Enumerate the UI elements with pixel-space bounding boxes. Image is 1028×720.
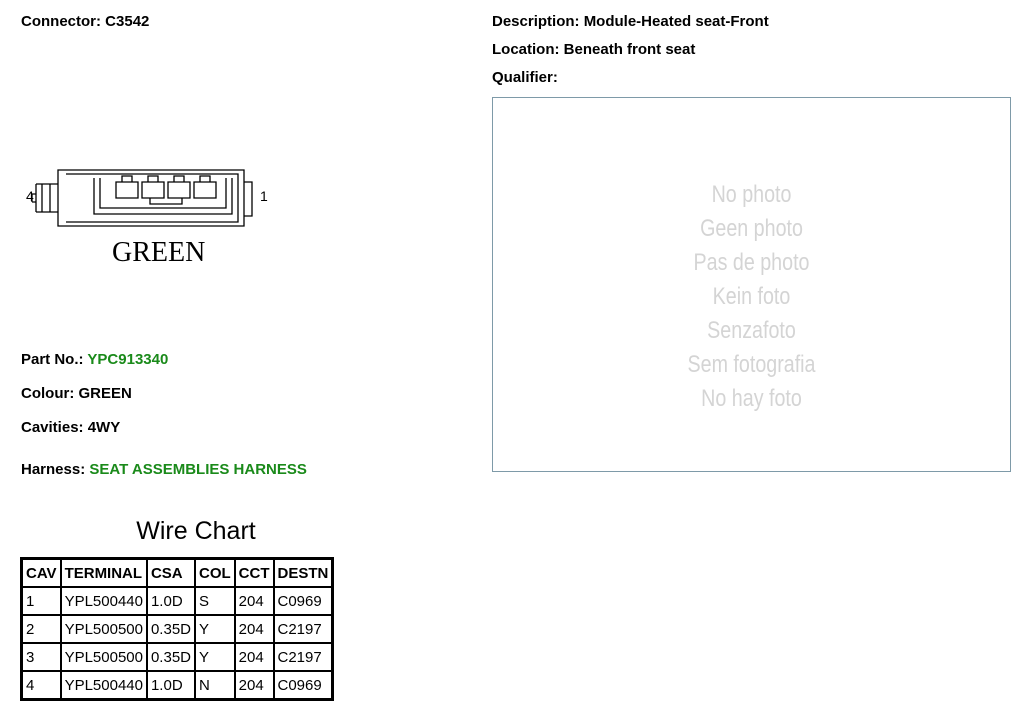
table-row [22, 643, 332, 671]
cell-terminal: YPL500440 [61, 587, 147, 615]
diagram-colour-text: GREEN [112, 237, 206, 268]
cell-cav: 4 [22, 671, 61, 699]
table-header-row [22, 559, 332, 587]
no-photo-line: No photo [711, 181, 792, 208]
no-photo-line: Sem fotografia [687, 351, 816, 378]
connector-label: Connector: [21, 13, 101, 30]
connector-value: C3542 [105, 13, 150, 30]
photo-placeholder [492, 97, 1011, 472]
col-cav: CAV [22, 559, 61, 587]
location-field [492, 41, 695, 58]
cavities-value: 4WY [87, 419, 121, 436]
colour-value: GREEN [78, 385, 132, 402]
description-value: Module-Heated seat-Front [583, 13, 769, 30]
part-no-link[interactable]: YPC913340 [87, 351, 169, 368]
part-no-label: Part No.: [21, 351, 84, 368]
col-col: COL [195, 559, 235, 587]
cell-csa: 1.0D [147, 587, 195, 615]
qualifier-label: Qualifier: [492, 69, 558, 86]
col-terminal: TERMINAL [61, 559, 147, 587]
col-cct: CCT [235, 559, 274, 587]
part-no-field [21, 351, 168, 368]
cell-cav: 3 [22, 643, 61, 671]
cell-cct: 204 [235, 587, 274, 615]
wire-chart-table [20, 557, 334, 701]
table-row [22, 587, 332, 615]
cell-destn: C2197 [274, 643, 333, 671]
cell-cct: 204 [235, 643, 274, 671]
cell-csa: 1.0D [147, 671, 195, 699]
no-photo-line: Senzafoto [707, 317, 796, 344]
harness-label: Harness: [21, 461, 86, 478]
harness-field [21, 461, 307, 478]
no-photo-line: Kein foto [712, 283, 791, 310]
cell-terminal: YPL500500 [61, 643, 147, 671]
pin-right-label: 1 [260, 188, 268, 204]
connector-field [21, 13, 149, 30]
qualifier-field [492, 69, 558, 86]
cell-col: S [195, 587, 235, 615]
harness-link[interactable]: SEAT ASSEMBLIES HARNESS [89, 461, 307, 478]
cell-csa: 0.35D [147, 615, 195, 643]
col-destn: DESTN [274, 559, 333, 587]
colour-label: Colour: [21, 385, 75, 402]
no-photo-line: Pas de photo [693, 249, 810, 276]
cell-col: Y [195, 643, 235, 671]
cell-cct: 204 [235, 615, 274, 643]
cell-cct: 204 [235, 671, 274, 699]
cell-destn: C0969 [274, 587, 333, 615]
cell-destn: C2197 [274, 615, 333, 643]
col-csa: CSA [147, 559, 195, 587]
description-field [492, 13, 769, 30]
cavities-label: Cavities: [21, 419, 84, 436]
location-value: Beneath front seat [563, 41, 696, 58]
cell-col: N [195, 671, 235, 699]
cell-csa: 0.35D [147, 643, 195, 671]
cell-destn: C0969 [274, 671, 333, 699]
description-label: Description: [492, 13, 580, 30]
no-photo-line: No hay foto [701, 385, 802, 412]
cell-terminal: YPL500500 [61, 615, 147, 643]
table-row [22, 615, 332, 643]
cavities-field [21, 419, 120, 436]
location-label: Location: [492, 41, 560, 58]
wire-chart-title: Wire Chart [136, 517, 256, 545]
colour-field [21, 385, 132, 402]
no-photo-text [493, 178, 1010, 416]
cell-cav: 1 [22, 587, 61, 615]
table-row [22, 671, 332, 699]
cell-col: Y [195, 615, 235, 643]
cell-cav: 2 [22, 615, 61, 643]
cell-terminal: YPL500440 [61, 671, 147, 699]
connector-diagram [22, 160, 282, 270]
pin-left-label: 4 [26, 188, 34, 204]
no-photo-line: Geen photo [700, 215, 803, 242]
